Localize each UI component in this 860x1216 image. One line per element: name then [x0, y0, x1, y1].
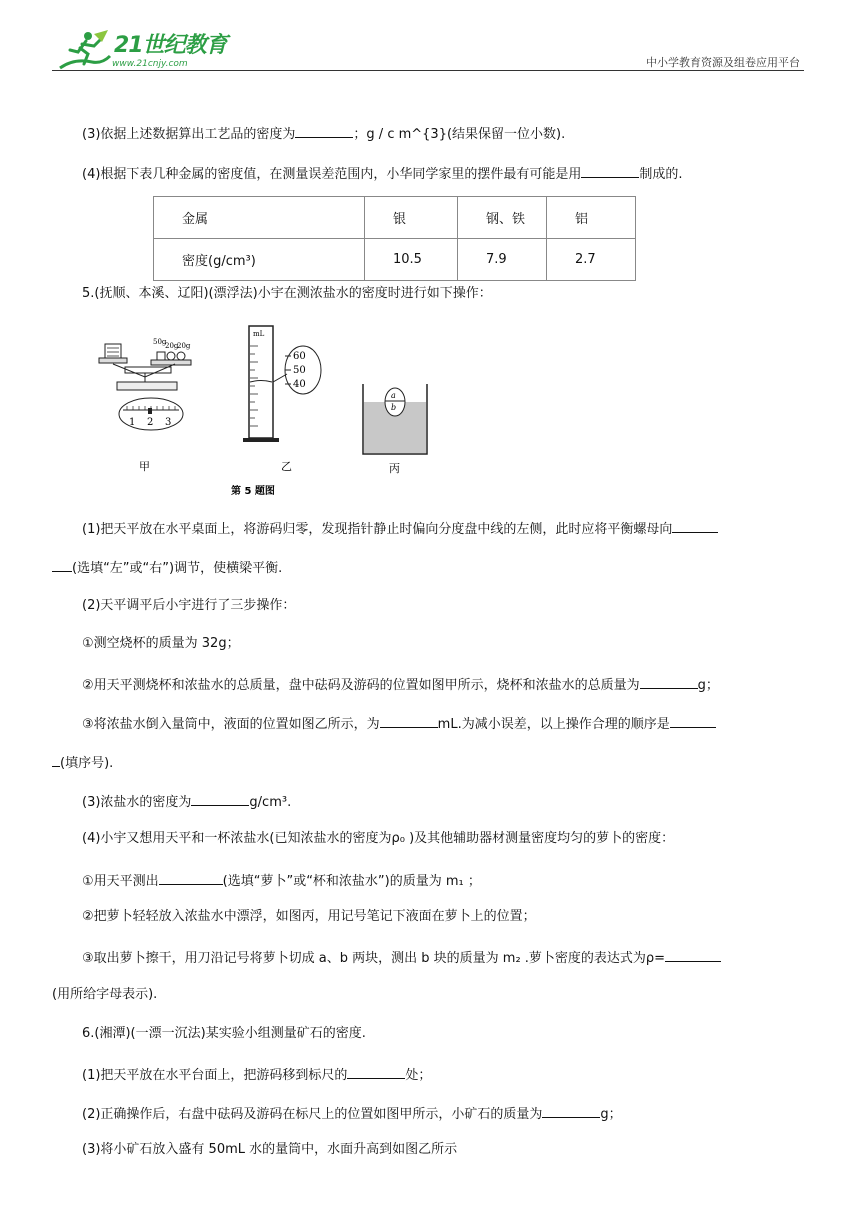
table-row — [154, 239, 636, 281]
q5-part2-step3 — [82, 713, 716, 734]
q6-title: 6.(湘潭)(一漂一沉法)某实验小组测量矿石的密度. — [82, 1026, 366, 1041]
q5-title: 5.(抚顺、本溪、辽阳)(漂浮法)小宇在测浓盐水的密度时进行如下操作： — [82, 286, 492, 301]
answer-blank[interactable] — [640, 674, 698, 689]
weight-50g — [157, 352, 165, 360]
text: (填序号). — [60, 756, 114, 771]
answer-blank[interactable] — [52, 752, 60, 767]
text: (选填“左”或“右”)调节，使横梁平衡. — [72, 561, 283, 576]
logo-url: www.21cnjy.com — [112, 59, 188, 69]
text: mL.为减小误差，以上操作合理的顺序是 — [437, 717, 670, 732]
text: ③将浓盐水倒入量筒中，液面的位置如图乙所示，为 — [82, 717, 380, 732]
text: ②用天平测烧杯和浓盐水的总质量，盘中砝码及游码的位置如图甲所示，烧杯和浓盐水的总质量为 — [82, 678, 640, 693]
q5-part4-step2: ②把萝卜轻轻放入浓盐水中漂浮，如图丙，用记号笔记下液面在萝卜上的位置； — [82, 909, 536, 924]
table-cell: 2.7 — [547, 239, 636, 281]
answer-blank[interactable] — [581, 163, 639, 178]
text: (选填“萝卜”或“杯和浓盐水”)的质量为 m₁ ； — [222, 874, 481, 889]
block-label-b: b — [391, 403, 397, 412]
caption-yi: 乙 — [281, 460, 292, 473]
table-cell: 铝 — [547, 197, 636, 239]
cylinder-diagram — [243, 326, 321, 473]
block-label-a: a — [391, 391, 396, 400]
rider — [148, 408, 152, 414]
text: g； — [697, 678, 719, 693]
answer-blank[interactable] — [347, 1064, 405, 1079]
table-cell: 密度(g/cm³) — [154, 239, 365, 281]
radish-beaker-diagram — [363, 384, 427, 475]
q5-part4: (4)小宇又想用天平和一杯浓盐水(已知浓盐水的密度为ρ₀ )及其他辅助器材测量密度均匀的萝卜的密度： — [82, 831, 675, 846]
text: ③取出萝卜擦干，用刀沿记号将萝卜切成 a、b 两块，测出 b 块的质量为 m₂ .萝卜密度的表达式为ρ= — [82, 951, 666, 966]
q5-part2-step3-cont — [52, 752, 113, 773]
text: (3)浓盐水的密度为 — [82, 795, 192, 810]
q4-part3 — [82, 123, 565, 144]
scale-tick: 1 — [129, 417, 136, 428]
platform-name: 中小学教育资源及组卷应用平台 — [646, 56, 800, 69]
text: 处； — [405, 1068, 432, 1083]
balance-diagram — [99, 338, 191, 473]
logo-text: 21世纪教育 — [114, 33, 227, 58]
cylinder — [249, 326, 273, 438]
header-divider — [52, 70, 804, 71]
q5-part4-step3 — [82, 947, 721, 968]
table-row — [154, 197, 636, 239]
caption-bing: 丙 — [389, 462, 400, 475]
answer-blank[interactable] — [52, 557, 72, 572]
answer-blank[interactable] — [665, 947, 721, 962]
q5-part4-step3-cont: (用所给字母表示). — [52, 987, 158, 1002]
cylinder-mark: 50 — [293, 365, 306, 376]
answer-blank[interactable] — [542, 1103, 600, 1118]
cylinder-mark: 40 — [293, 379, 306, 390]
table-cell: 银 — [365, 197, 458, 239]
q5-part4-step1 — [82, 870, 481, 891]
text: (3)依据上述数据算出工艺品的密度为 — [82, 127, 296, 142]
cylinder-mark: 60 — [293, 351, 306, 362]
weight-label: 50g — [153, 338, 167, 346]
q5-part1 — [82, 518, 718, 539]
logo — [52, 28, 232, 74]
text: g/cm³. — [249, 795, 292, 810]
figure-title: 第 5 题图 — [231, 486, 275, 497]
table-cell: 钢、铁 — [458, 197, 547, 239]
q5-part3 — [82, 791, 291, 812]
text: g； — [600, 1107, 622, 1122]
q5-part2-step2 — [82, 674, 719, 695]
table-cell: 7.9 — [458, 239, 547, 281]
text: ①用天平测出 — [82, 874, 159, 889]
caption-jia: 甲 — [139, 460, 150, 473]
scale-tick: 2 — [147, 417, 154, 428]
text: (1)把天平放在水平桌面上，将游码归零，发现指针静止时偏向分度盘中线的左侧，此时应将平衡螺母向 — [82, 522, 673, 537]
text: (2)正确操作后，右盘中砝码及游码在标尺上的位置如图甲所示，小矿石的质量为 — [82, 1107, 543, 1122]
cylinder-unit: mL — [253, 330, 265, 338]
answer-blank[interactable] — [672, 518, 718, 533]
answer-blank[interactable] — [159, 870, 223, 885]
text: ；g / c m^{3}(结果保留一位小数). — [353, 127, 566, 142]
scale-tick: 3 — [165, 417, 172, 428]
q5-part1-cont — [52, 557, 282, 578]
text: (1)把天平放在水平台面上，把游码移到标尺的 — [82, 1068, 348, 1083]
weight-label: 20g — [177, 342, 191, 350]
q5-part2: (2)天平调平后小宇进行了三步操作： — [82, 598, 296, 613]
answer-blank[interactable] — [670, 713, 716, 728]
table-cell: 金属 — [154, 197, 365, 239]
answer-blank[interactable] — [380, 713, 438, 728]
answer-blank[interactable] — [191, 791, 249, 806]
q6-part3: (3)将小矿石放入盛有 50mL 水的量筒中，水面升高到如图乙所示 — [82, 1142, 458, 1157]
q5-figure — [95, 322, 435, 502]
answer-blank[interactable] — [295, 123, 353, 138]
weight-label: 20g — [165, 342, 179, 350]
runner-icon — [52, 28, 112, 74]
metal-density-table — [153, 196, 636, 281]
page-header — [52, 24, 804, 74]
q6-part2 — [82, 1103, 622, 1124]
text: 制成的. — [639, 167, 683, 182]
q6-part1 — [82, 1064, 431, 1085]
q5-part2-step1: ①测空烧杯的质量为 32g； — [82, 636, 240, 651]
text: (4)根据下表几种金属的密度值，在测量误差范围内，小华同学家里的摆件最有可能是用 — [82, 167, 582, 182]
q4-part4 — [82, 163, 683, 184]
table-cell: 10.5 — [365, 239, 458, 281]
